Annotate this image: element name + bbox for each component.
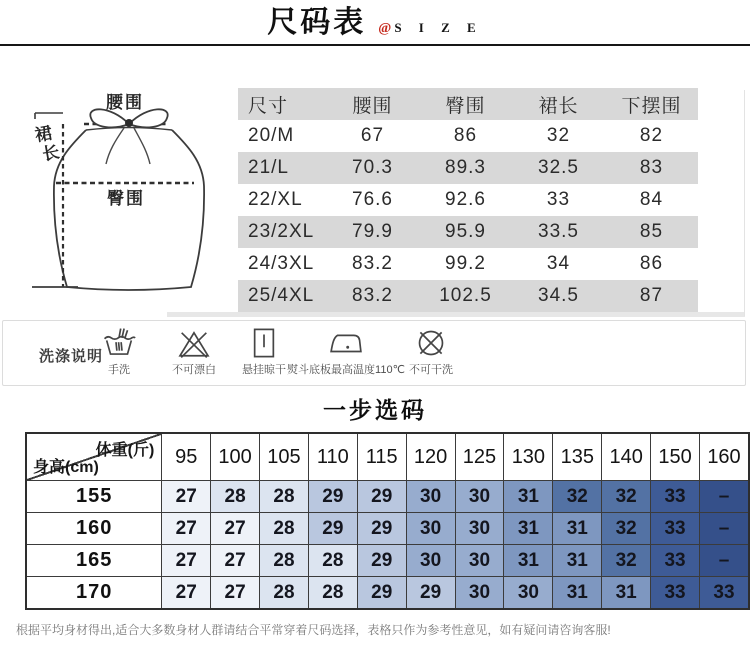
size-table-cell: 70.3 xyxy=(352,157,393,178)
skirt-length-char: 长 xyxy=(40,142,63,165)
size-table-cell: 25/4XL xyxy=(248,285,315,306)
weight-header-cell: 140 xyxy=(602,433,651,481)
size-value-cell: 30 xyxy=(455,545,504,577)
size-table-header-row xyxy=(238,88,698,120)
size-table-cell: 32 xyxy=(546,125,571,146)
size-table-cell: 34.5 xyxy=(538,285,579,306)
size-table-cell: 33 xyxy=(546,189,571,210)
size-table-row xyxy=(238,120,698,152)
footer-note: 根据平均身材得出,适合大多数身材人群请结合平常穿着尺码选择，表格只作为参考性意见，如有疑问请咨询客服! xyxy=(16,623,611,637)
size-table-cell: 67 xyxy=(360,125,385,146)
size-table-row xyxy=(238,216,698,248)
skirt-top-edge xyxy=(86,128,172,131)
size-value-cell: 28 xyxy=(260,545,309,577)
size-value-cell: 27 xyxy=(162,513,211,545)
size-value-cell: 29 xyxy=(308,513,357,545)
size-value-cell: 31 xyxy=(553,577,602,610)
picker-row xyxy=(26,545,749,577)
picker-row xyxy=(26,481,749,513)
size-value-cell: 30 xyxy=(455,577,504,610)
size-value-cell: 27 xyxy=(162,577,211,610)
weight-header-cell: 135 xyxy=(553,433,602,481)
size-table-cell: 83.2 xyxy=(352,253,393,274)
corner-weight-label: 体重(斤) xyxy=(95,442,155,459)
weight-header-cell: 160 xyxy=(700,433,750,481)
right-hairline xyxy=(744,90,745,316)
weight-header-cell: 125 xyxy=(455,433,504,481)
care-item-label: 手洗 xyxy=(108,364,130,376)
size-table-cell: 92.6 xyxy=(445,189,486,210)
size-value-cell: 33 xyxy=(651,545,700,577)
bow-right-loop xyxy=(129,109,168,127)
size-table xyxy=(238,88,698,312)
size-value-cell: 29 xyxy=(357,513,406,545)
size-table-cell: 21/L xyxy=(248,157,289,178)
size-value-cell: 29 xyxy=(357,545,406,577)
at-symbol: @ xyxy=(378,21,392,36)
height-cell: 170 xyxy=(26,577,162,610)
size-value-cell: 27 xyxy=(162,545,211,577)
size-value-cell: 32 xyxy=(553,481,602,513)
size-value-cell: – xyxy=(700,545,750,577)
size-value-cell: 31 xyxy=(553,545,602,577)
size-value-cell: 33 xyxy=(651,481,700,513)
size-value-cell: 30 xyxy=(406,481,455,513)
care-item-label: 不可干洗 xyxy=(409,364,453,376)
size-table-row xyxy=(238,248,698,280)
size-value-cell: 32 xyxy=(602,481,651,513)
size-value-cell: 29 xyxy=(406,577,455,610)
page-subtitle-en: S I Z E xyxy=(394,20,483,35)
weight-header-cell: 120 xyxy=(406,433,455,481)
size-table-cell: 79.9 xyxy=(352,221,393,242)
size-value-cell: 31 xyxy=(504,545,553,577)
bow-left-loop xyxy=(90,109,129,127)
picker-row xyxy=(26,513,749,545)
size-picker-table xyxy=(25,432,750,610)
height-cell: 160 xyxy=(26,513,162,545)
care-item-label: 悬挂晾干 xyxy=(242,364,286,376)
skirt-length-char: 裙 xyxy=(33,123,56,146)
size-value-cell: 32 xyxy=(602,545,651,577)
corner-height-label: 身高(cm) xyxy=(33,459,99,476)
size-table-row xyxy=(238,184,698,216)
length-bracket xyxy=(35,113,63,119)
size-table-cell: 95.9 xyxy=(445,221,486,242)
waist-label: 腰围 xyxy=(106,93,144,112)
size-table-header-cell: 下摆围 xyxy=(621,95,682,117)
size-table-cell: 85 xyxy=(639,221,664,242)
size-value-cell: 28 xyxy=(260,513,309,545)
size-value-cell: 28 xyxy=(308,577,357,610)
size-value-cell: 30 xyxy=(455,513,504,545)
size-table-row xyxy=(238,280,698,312)
size-value-cell: 28 xyxy=(260,481,309,513)
size-value-cell: – xyxy=(700,481,750,513)
size-value-cell: 31 xyxy=(504,481,553,513)
size-table-cell: 33.5 xyxy=(538,221,579,242)
size-value-cell: 33 xyxy=(651,577,700,610)
height-cell: 155 xyxy=(26,481,162,513)
bow-strings xyxy=(106,128,150,164)
weight-header-cell: 150 xyxy=(651,433,700,481)
size-table-cell: 86 xyxy=(639,253,664,274)
skirt-measurement-diagram xyxy=(4,78,232,316)
size-value-cell: 33 xyxy=(651,513,700,545)
weight-header-cell: 105 xyxy=(260,433,309,481)
size-table-row xyxy=(238,152,698,184)
size-table-cell: 87 xyxy=(639,285,664,306)
size-value-cell: – xyxy=(700,513,750,545)
size-value-cell: 29 xyxy=(308,481,357,513)
care-item-label: 不可漂白 xyxy=(172,364,216,376)
no-dry-clean-icon xyxy=(414,326,448,360)
size-table-cell: 86 xyxy=(453,125,478,146)
size-value-cell: 33 xyxy=(700,577,750,610)
weight-header-cell: 100 xyxy=(211,433,260,481)
hip-label: 臀围 xyxy=(107,189,145,208)
size-value-cell: 30 xyxy=(455,481,504,513)
page-title: 尺码表 xyxy=(267,6,367,39)
size-table-cell: 84 xyxy=(639,189,664,210)
size-value-cell: 30 xyxy=(504,577,553,610)
size-value-cell: 32 xyxy=(602,513,651,545)
size-table-cell: 76.6 xyxy=(352,189,393,210)
size-value-cell: 31 xyxy=(504,513,553,545)
size-value-cell: 30 xyxy=(406,545,455,577)
care-item-label: 熨斗底板最高温度110℃ xyxy=(287,364,405,376)
size-table-cell: 24/3XL xyxy=(248,253,315,274)
size-value-cell: 29 xyxy=(357,481,406,513)
size-value-cell: 28 xyxy=(260,577,309,610)
size-table-cell: 23/2XL xyxy=(248,221,315,242)
divider-shadow xyxy=(167,312,745,317)
bow-knot xyxy=(125,119,133,127)
weight-header-cell: 95 xyxy=(162,433,211,481)
size-value-cell: 27 xyxy=(211,513,260,545)
size-value-cell: 31 xyxy=(602,577,651,610)
size-table-cell: 102.5 xyxy=(439,285,492,306)
size-value-cell: 27 xyxy=(211,545,260,577)
picker-title: 一步选码 xyxy=(323,397,427,423)
weight-header-cell: 115 xyxy=(357,433,406,481)
size-table-header-cell: 腰围 xyxy=(352,95,393,117)
care-instructions xyxy=(2,320,746,386)
size-value-cell: 28 xyxy=(211,481,260,513)
size-table-cell: 82 xyxy=(639,125,664,146)
size-table-header-cell: 裙长 xyxy=(538,95,579,117)
size-table-header-cell: 臀围 xyxy=(445,95,486,117)
skirt-length-label xyxy=(33,122,65,165)
size-table-header-cell: 尺寸 xyxy=(248,95,289,117)
skirt-outline xyxy=(54,130,204,290)
care-label: 洗涤说明 xyxy=(39,348,104,365)
weight-header-cell: 110 xyxy=(308,433,357,481)
size-table-cell: 99.2 xyxy=(445,253,486,274)
weight-header-cell: 130 xyxy=(504,433,553,481)
size-value-cell: 27 xyxy=(211,577,260,610)
size-table-cell: 83.2 xyxy=(352,285,393,306)
care-item-no-dry-clean xyxy=(351,326,511,377)
height-cell: 165 xyxy=(26,545,162,577)
size-value-cell: 27 xyxy=(162,481,211,513)
picker-corner-cell xyxy=(26,433,162,481)
size-table-cell: 83 xyxy=(639,157,664,178)
picker-row xyxy=(26,577,749,610)
size-table-cell: 34 xyxy=(546,253,571,274)
picker-header-row xyxy=(26,433,749,481)
size-table-cell: 20/M xyxy=(248,125,295,146)
size-value-cell: 29 xyxy=(357,577,406,610)
size-value-cell: 31 xyxy=(553,513,602,545)
size-table-body xyxy=(238,120,698,312)
size-value-cell: 28 xyxy=(308,545,357,577)
size-table-cell: 32.5 xyxy=(538,157,579,178)
page-header xyxy=(0,0,750,46)
size-table-cell: 22/XL xyxy=(248,189,303,210)
size-table-cell: 89.3 xyxy=(445,157,486,178)
size-value-cell: 30 xyxy=(406,513,455,545)
